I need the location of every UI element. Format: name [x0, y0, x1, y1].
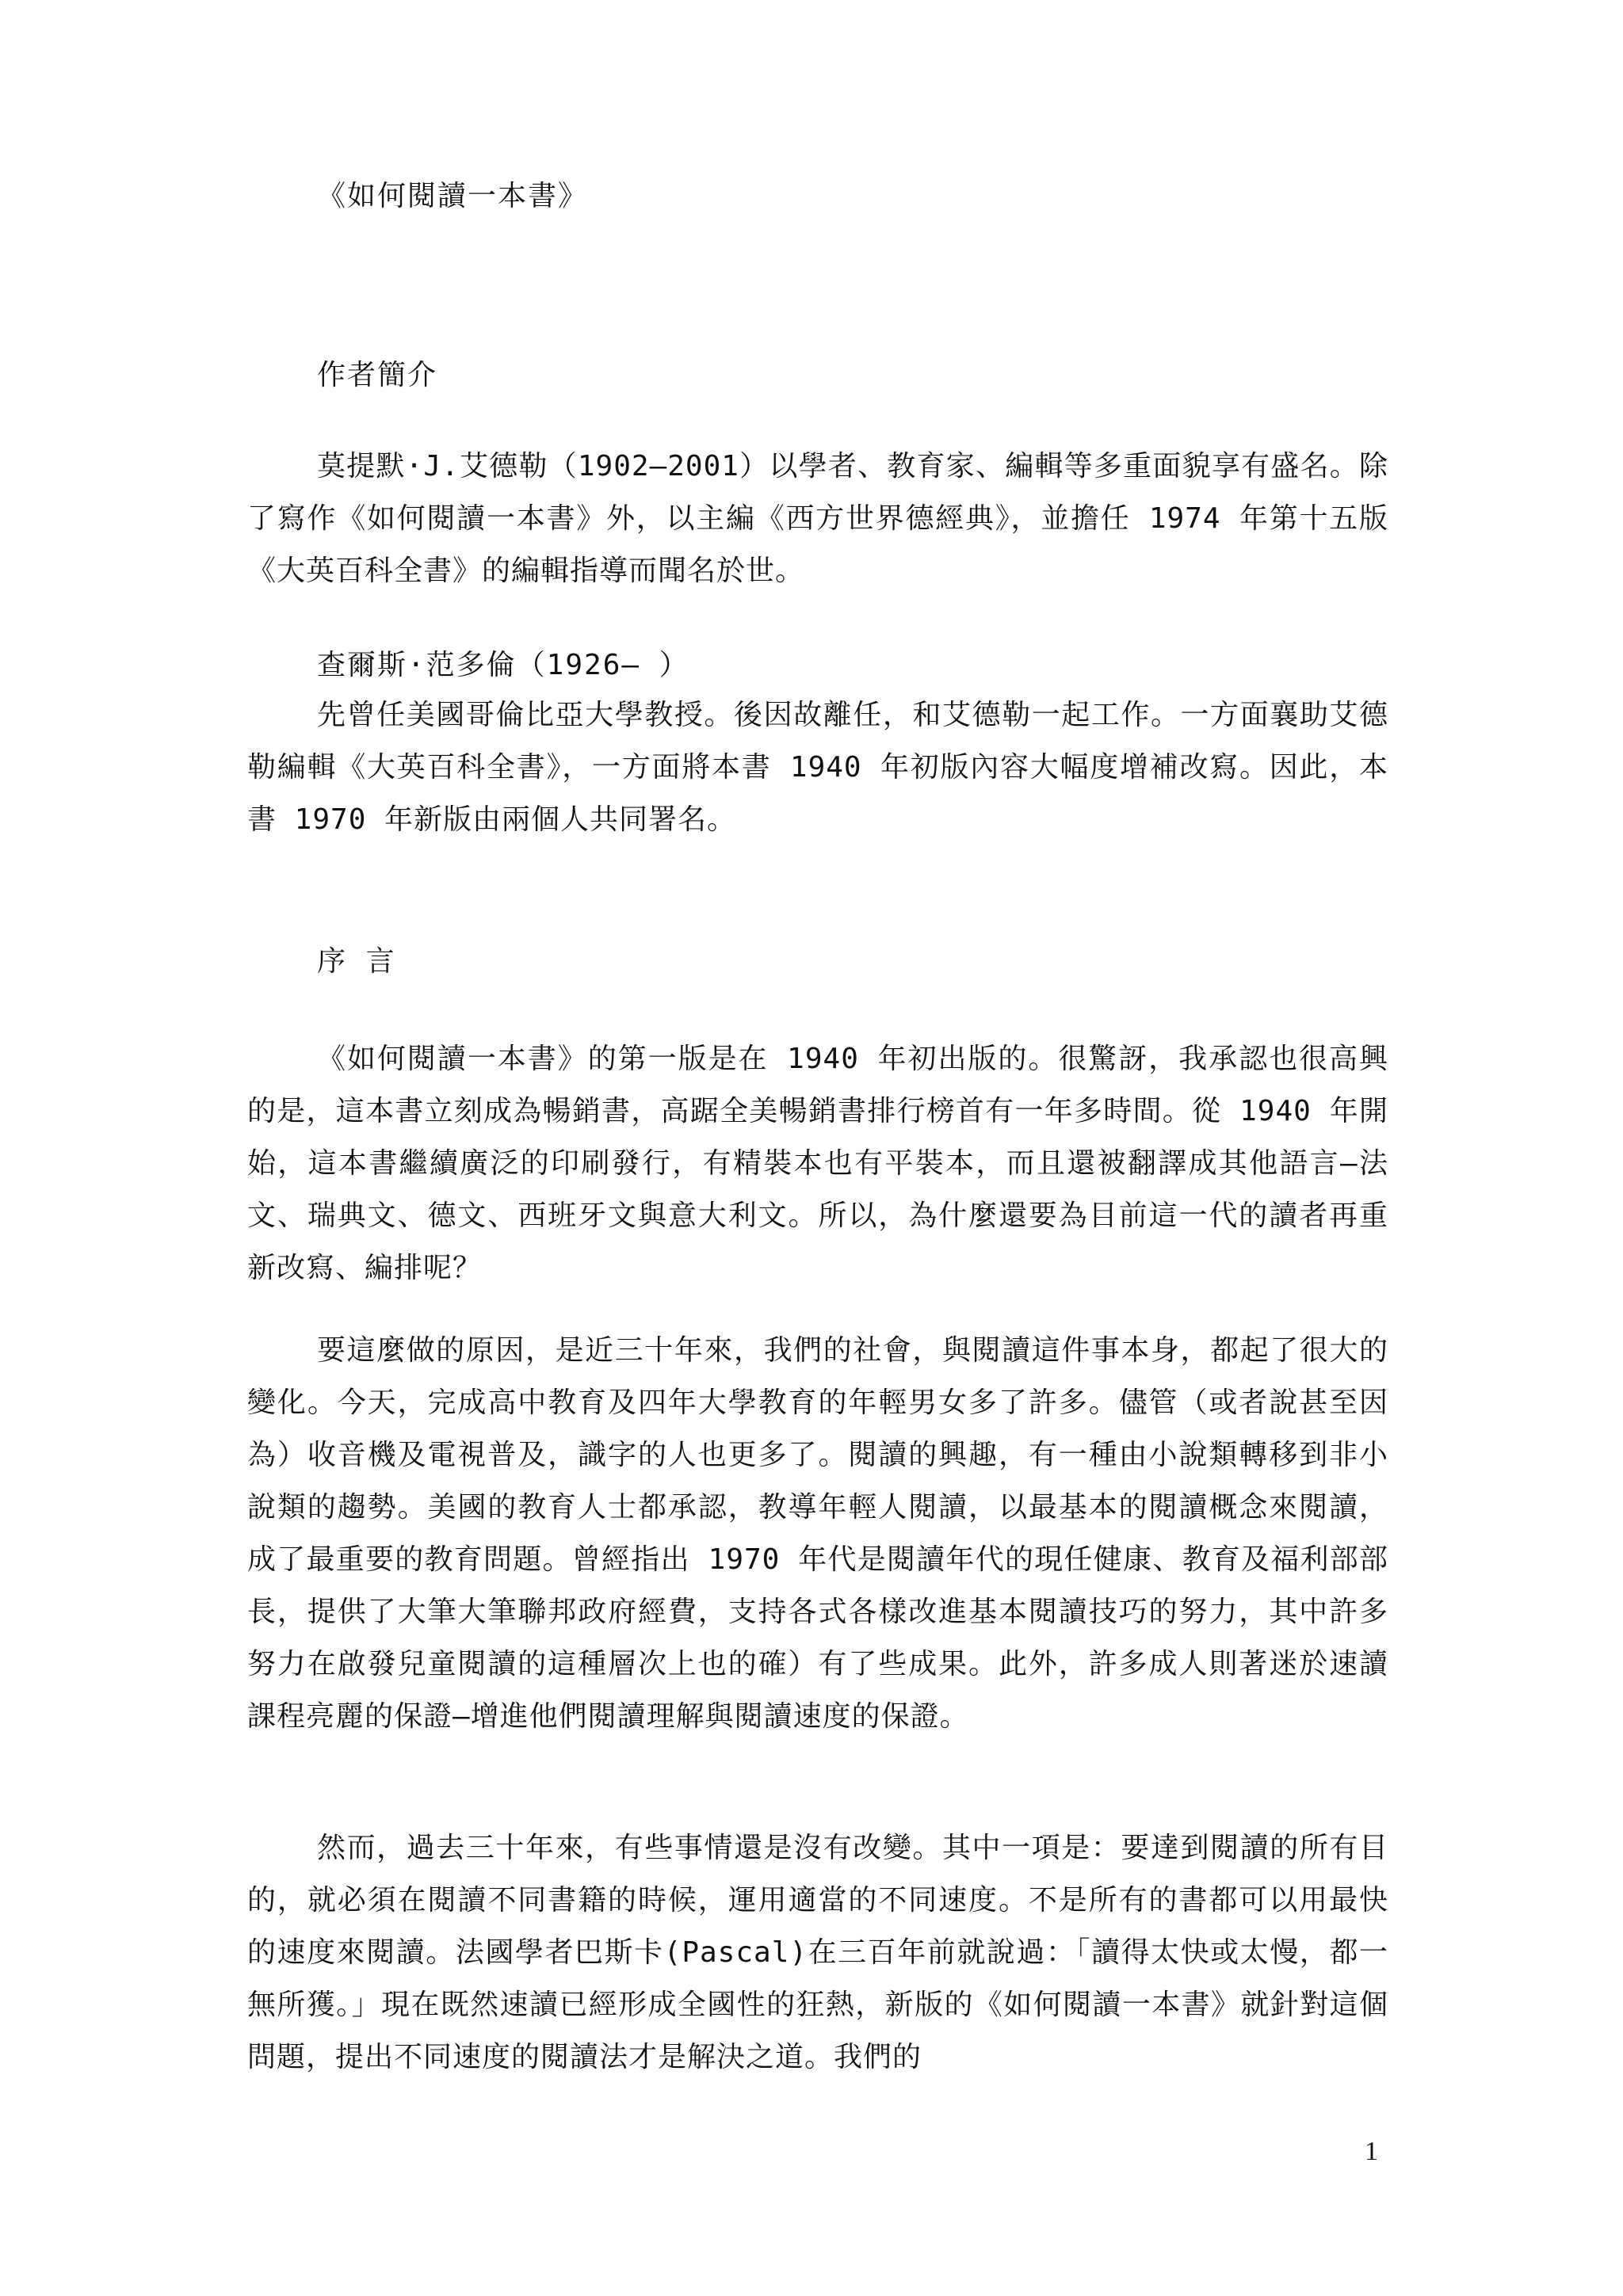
- author-intro-heading: 作者簡介: [317, 359, 438, 391]
- preface-paragraph-3: 然而，過去三十年來，有些事情還是沒有改變。其中一項是：要達到閱讀的所有目的，就必須在閱讀不同書籍的時候，運用適當的不同速度。不是所有的書都可以用最快的速度來閱讀。法國學者巴斯卡(Pascal)在三百年前就說過：「讀得太快或太慢，都一無所獲。」現在既然速讀已經形成全國性的狂熱，新版的《如何閱讀一本書》就針對這個問題，提出不同速度的閱讀法才是解決之道。我們的: [247, 1832, 1388, 2073]
- preface-heading: 序 言: [317, 945, 396, 978]
- author2-name: 查爾斯·范多倫（1926— ）: [317, 649, 689, 681]
- author2-paragraph: 先曾任美國哥倫比亞大學教授。後因故離任，和艾德勒一起工作。一方面襄助艾德勒編輯《大英百科全書》，一方面將本書 1940 年初版內容大幅度增補改寫。因此，本書 1970 年新版由兩個人共同署名。: [247, 699, 1388, 836]
- preface-paragraph-2: 要這麼做的原因，是近三十年來，我們的社會，與閱讀這件事本身，都起了很大的變化。今天，完成高中教育及四年大學教育的年輕男女多了許多。儘管（或者說甚至因為）收音機及電視普及，識字的人也更多了。閱讀的興趣，有一種由小說類轉移到非小說類的趨勢。美國的教育人士都承認，教導年輕人閱讀，以最基本的閱讀概念來閱讀，成了最重要的教育問題。曾經指出 1970 年代是閱讀年代的現任健康、教育及福利部部長，提供了大筆大筆聯邦政府經費，支持各式各樣改進基本閱讀技巧的努力，其中許多努力在啟發兒童閱讀的這種層次上也的確）有了些成果。此外，許多成人則著迷於速讀課程亮麗的保證—增進他們閱讀理解與閱讀速度的保證。: [247, 1334, 1388, 1733]
- preface-paragraph-1: 《如何閱讀一本書》的第一版是在 1940 年初出版的。很驚訝，我承認也很高興的是，這本書立刻成為暢銷書，高踞全美暢銷書排行榜首有一年多時間。從 1940 年開始，這本書繼續廣泛的印刷發行，有精裝本也有平裝本，而且還被翻譯成其他語言—法文、瑞典文、德文、西班牙文與意大利文。所以，為什麼還要為目前這一代的讀者再重新改寫、編排呢？: [247, 1043, 1388, 1284]
- document-title: 《如何閱讀一本書》: [317, 180, 589, 212]
- page-number: 1: [1365, 2137, 1378, 2166]
- author1-paragraph: 莫提默·J.艾德勒（1902—2001）以學者、教育家、編輯等多重面貌享有盛名。除了寫作《如何閱讀一本書》外，以主編《西方世界德經典》，並擔任 1974 年第十五版《大英百科全書》的編輯指導而聞名於世。: [247, 450, 1388, 587]
